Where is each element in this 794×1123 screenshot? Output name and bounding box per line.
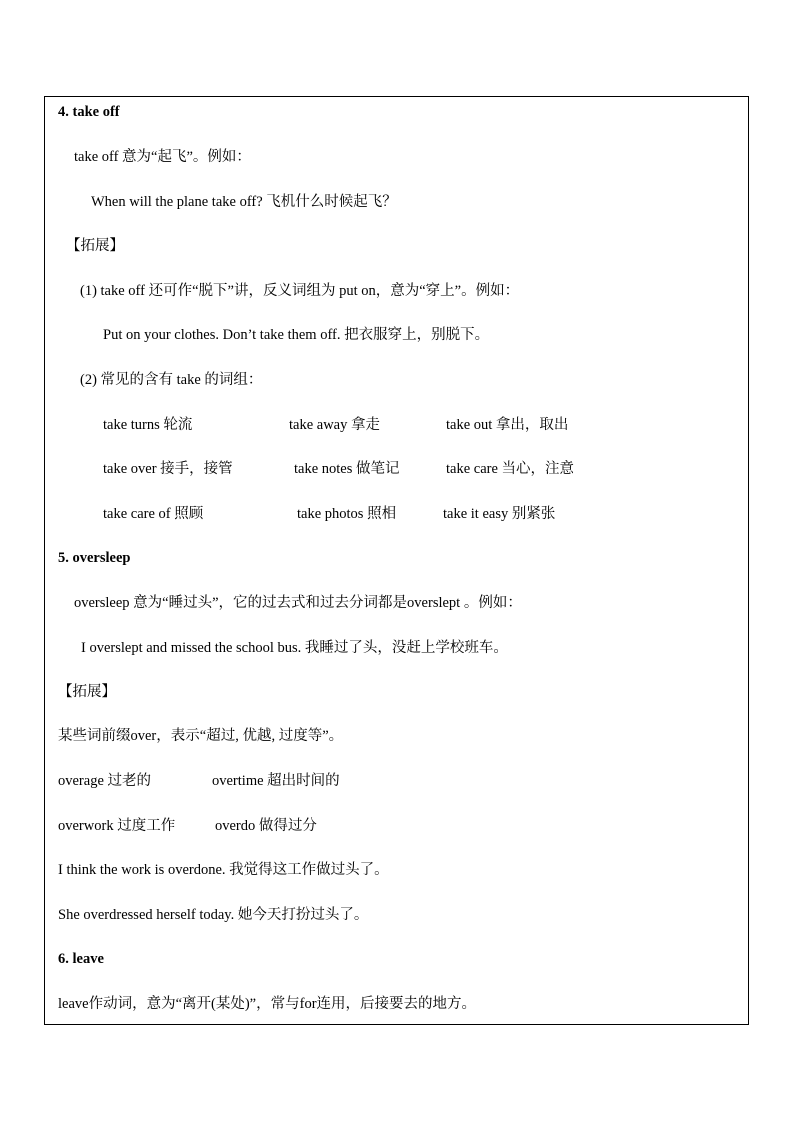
section-4-extension-label: 【拓展】 (66, 238, 124, 254)
phrase-take-turns: take turns 轮流 (103, 417, 193, 433)
phrase-take-care-of: take care of 照顾 (103, 506, 204, 522)
section-5-prefix-note: 某些词前缀over，表示“超过, 优越, 过度等”。 (58, 728, 344, 744)
section-4-point-1-example: Put on your clothes. Don’t take them off. 把衣服穿上，别脱下。 (103, 327, 490, 343)
section-4-example: When will the plane take off? 飞机什么时候起飞？ (91, 194, 397, 210)
section-5-heading: 5. oversleep (58, 550, 131, 566)
section-4-point-1: (1) take off 还可作“脱下”讲，反义词组为 put on，意为“穿上”。例如： (80, 283, 520, 299)
phrase-take-it-easy: take it easy 别紧张 (443, 506, 556, 522)
section-4-intro: take off 意为“起飞”。例如： (74, 149, 251, 165)
section-5-intro: oversleep 意为“睡过头”，它的过去式和过去分词都是overslept 。例如： (74, 595, 522, 611)
phrase-take-away: take away 拿走 (289, 417, 380, 433)
section-4-heading: 4. take off (58, 104, 120, 120)
word-overdo: overdo 做得过分 (215, 818, 317, 834)
phrase-take-notes: take notes 做笔记 (294, 461, 400, 477)
phrase-take-photos: take photos 照相 (297, 506, 397, 522)
section-4-point-2: (2) 常见的含有 take 的词组： (80, 372, 263, 388)
section-6-intro: leave作动词，意为“离开(某处)”，常与for连用，后接要去的地方。 (58, 996, 477, 1012)
section-5-example-3: She overdressed herself today. 她今天打扮过头了。 (58, 907, 369, 923)
content-frame (44, 96, 749, 1025)
word-overtime: overtime 超出时间的 (212, 773, 340, 789)
phrase-take-over: take over 接手，接管 (103, 461, 233, 477)
section-5-example: I overslept and missed the school bus. 我睡过了头，没赶上学校班车。 (81, 640, 508, 656)
word-overage: overage 过老的 (58, 773, 152, 789)
phrase-take-out: take out 拿出，取出 (446, 417, 569, 433)
section-6-heading: 6. leave (58, 951, 104, 967)
section-5-extension-label: 【拓展】 (58, 684, 116, 700)
phrase-take-care: take care 当心，注意 (446, 461, 575, 477)
word-overwork: overwork 过度工作 (58, 818, 176, 834)
section-5-example-2: I think the work is overdone. 我觉得这工作做过头了。 (58, 862, 389, 878)
